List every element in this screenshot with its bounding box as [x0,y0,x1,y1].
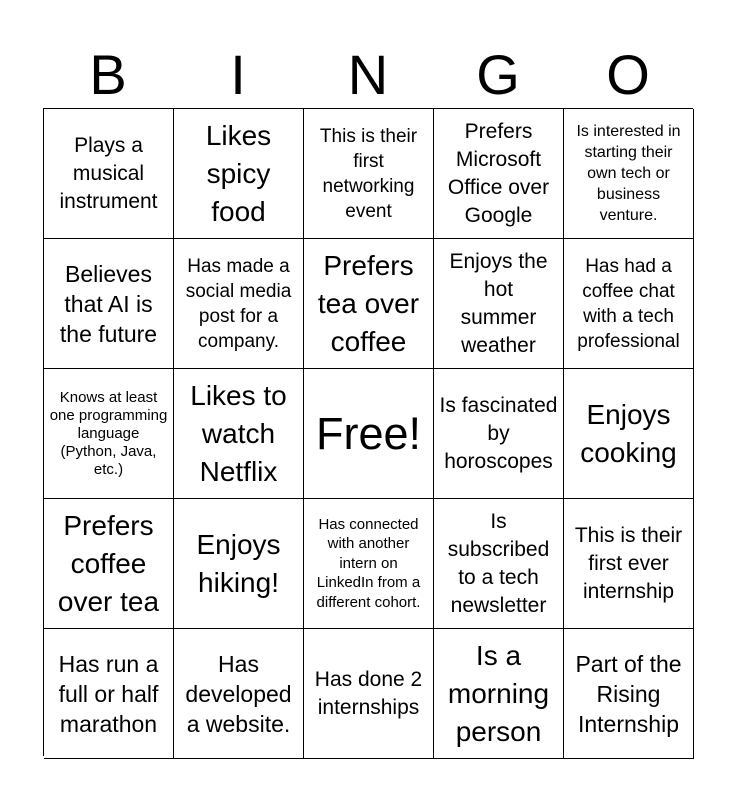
cell-label: Enjoys the hot summer weather [449,249,548,357]
bingo-cell-i5[interactable] [174,629,304,759]
cell-label: Is interested in starting their own tech or business venture. [576,123,681,224]
bingo-header [43,44,693,106]
cell-label: Enjoys hiking! [196,528,281,598]
cell-label: Has connected with another intern on LinkedIn from a different cohort. [316,515,421,611]
free-space-label: Free! [315,407,422,459]
bingo-cell-o3[interactable] [564,369,694,499]
bingo-board [43,108,693,756]
bingo-cell-b4[interactable] [44,499,174,629]
bingo-cell-o5[interactable] [564,629,694,759]
header-letter-o: O [606,43,650,106]
bingo-cell-i4[interactable] [174,499,304,629]
cell-label: Prefers tea over coffee [317,249,420,357]
cell-label: Is fascinated by horoscopes [439,393,558,473]
cell-label: Prefers Microsoft Office over Google [447,119,550,227]
bingo-cell-b3[interactable] [44,369,174,499]
header-letter-n: N [347,43,389,106]
cell-label: This is their first networking event [319,125,418,222]
bingo-cell-g5[interactable] [434,629,564,759]
bingo-cell-o1[interactable] [564,109,694,239]
header-letter-b: B [89,43,127,106]
bingo-cell-o2[interactable] [564,239,694,369]
cell-label: Believes that AI is the future [59,260,158,347]
cell-label: Is subscribed to a tech newsletter [447,509,550,617]
bingo-cell-n1[interactable] [304,109,434,239]
cell-label: Is a morning person [447,639,550,747]
bingo-cell-b1[interactable] [44,109,174,239]
bingo-cell-b5[interactable] [44,629,174,759]
cell-label: Plays a musical instrument [59,133,158,213]
cell-label: Has developed a website. [185,650,292,737]
bingo-cell-free[interactable] [304,369,434,499]
bingo-cell-o4[interactable] [564,499,694,629]
cell-label: Has made a social media post for a company. [185,255,292,352]
bingo-cell-b2[interactable] [44,239,174,369]
bingo-cell-n4[interactable] [304,499,434,629]
bingo-cell-n5[interactable] [304,629,434,759]
cell-label: Knows at least one programming language (Python, Java, etc.) [49,388,168,478]
bingo-cell-i2[interactable] [174,239,304,369]
bingo-cell-g1[interactable] [434,109,564,239]
bingo-cell-g2[interactable] [434,239,564,369]
bingo-cell-g3[interactable] [434,369,564,499]
cell-label: Has had a coffee chat with a tech professional [577,255,680,352]
bingo-cell-i1[interactable] [174,109,304,239]
cell-label: Prefers coffee over tea [57,509,160,617]
cell-label: Has run a full or half marathon [58,650,159,737]
cell-label: Has done 2 internships [314,667,423,719]
cell-label: Likes spicy food [205,119,272,227]
bingo-cell-n2[interactable] [304,239,434,369]
cell-label: Enjoys cooking [580,398,677,468]
header-letter-g: G [476,43,520,106]
cell-label: This is their first ever internship [574,523,683,603]
bingo-cell-i3[interactable] [174,369,304,499]
cell-label: Likes to watch Netflix [190,379,287,487]
cell-label: Part of the Rising Internship [575,650,682,737]
bingo-cell-g4[interactable] [434,499,564,629]
header-letter-i: I [230,43,246,106]
